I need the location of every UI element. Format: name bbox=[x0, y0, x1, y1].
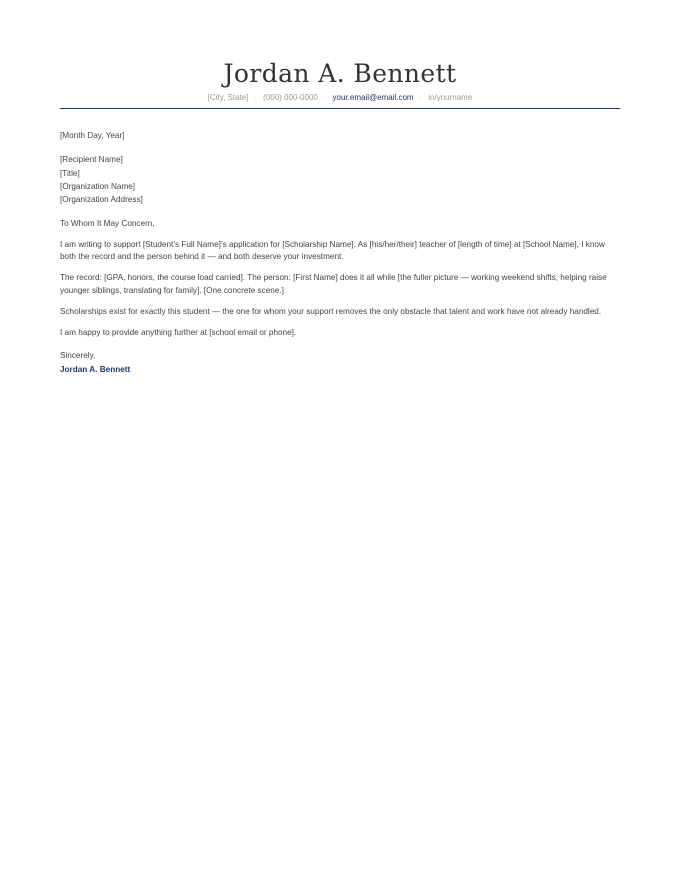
contact-email-link[interactable]: your.email@email.com bbox=[332, 93, 414, 102]
header-divider bbox=[60, 108, 620, 109]
contact-separator: · bbox=[254, 93, 258, 102]
recipient-block bbox=[60, 153, 620, 207]
letter-closing: Sincerely, bbox=[60, 351, 96, 361]
letter-date: [Month Day, Year] bbox=[60, 131, 125, 140]
contact-separator: · bbox=[419, 93, 423, 102]
recipient-title: [Title] bbox=[60, 168, 80, 178]
contact-location: [City, State] bbox=[207, 93, 249, 102]
contact-linkedin: in/yourname bbox=[428, 93, 473, 102]
letter-body bbox=[60, 130, 620, 377]
letter-paragraph: I am writing to support [Student’s Full Name]’s application for [Scholarship Name]. As [his/her/their] teacher of [length of time] at [School Name], I know both the record and the person behind it — and both deserve your investment. bbox=[60, 240, 605, 262]
recipient-name: [Recipient Name] bbox=[60, 155, 123, 165]
letter-greeting: To Whom It May Concern, bbox=[60, 218, 155, 228]
letter-paragraph: I am happy to provide anything further at [school email or phone]. bbox=[60, 328, 297, 338]
letter-paragraph: The record: [GPA, honors, the course load carried]. The person: [First Name] does it all while [the fuller picture — working weekend shifts, helping raise younger siblings, translating for family]. [One concrete scene.] bbox=[60, 273, 607, 295]
contact-info-line bbox=[60, 92, 620, 104]
recipient-address: [Organization Address] bbox=[60, 195, 143, 205]
sender-name-heading: Jordan A. Bennett bbox=[223, 59, 457, 88]
letter-paragraph: Scholarships exist for exactly this student — the one for whom your support removes the only obstacle that talent and work have not already handled. bbox=[60, 306, 602, 316]
contact-phone: (000) 000-0000 bbox=[263, 93, 318, 102]
recipient-organization: [Organization Name] bbox=[60, 182, 136, 192]
letter-signature: Jordan A. Bennett bbox=[60, 365, 131, 375]
contact-separator: · bbox=[323, 93, 327, 102]
